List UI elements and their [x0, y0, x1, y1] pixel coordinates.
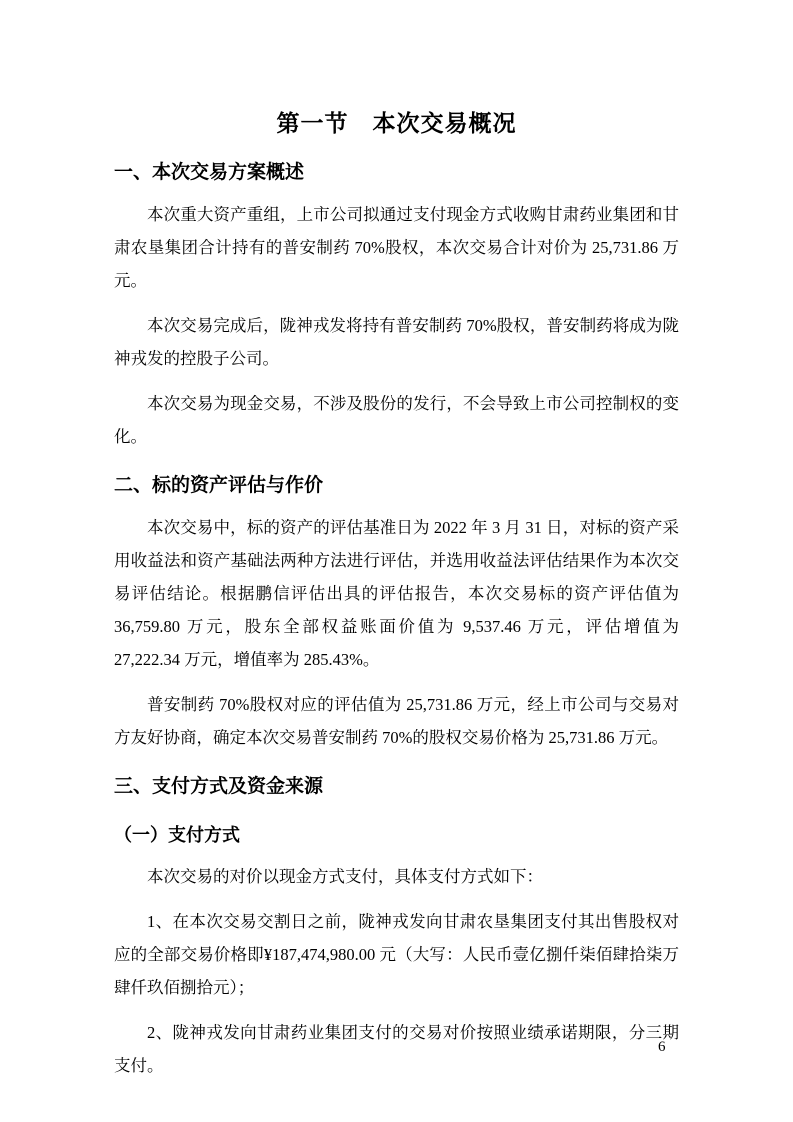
page-title: 第一节 本次交易概况 [276, 110, 517, 136]
paragraph: 普安制药 70%股权对应的评估值为 25,731.86 万元，经上市公司与交易对方友好协商，确定本次交易普安制药 70%的股权交易价格为 25,731.86 万元。 [114, 695, 679, 747]
section-heading-transaction-plan-overview: 一、本次交易方案概述 [114, 162, 305, 183]
section-heading-asset-valuation-and-pricing: 二、标的资产评估与作价 [114, 475, 324, 496]
paragraph: 本次重大资产重组，上市公司拟通过支付现金方式收购甘肃药业集团和甘肃农垦集团合计持有的普安制药 70%股权，本次交易合计对价为 25,731.86 万元。 [114, 205, 679, 290]
subsection-heading-payment-method: （一）支付方式 [114, 825, 240, 845]
paragraph: 1、在本次交易交割日之前，陇神戎发向甘肃农垦集团支付其出售股权对应的全部交易价格即¥187,474,980.00 元（大写：人民币壹亿捌仟柒佰肆拾柒万肆仟玖佰捌拾元）； [114, 912, 679, 997]
paragraph: 本次交易中，标的资产的评估基准日为 2022 年 3 月 31 日，对标的资产采用收益法和资产基础法两种方法进行评估，并选用收益法评估结果作为本次交易评估结论。根据鹏信评估出具的评估报告，本次交易标的资产评估值为 36,759.80 万元，股东全部权益账面价值为 9,537.46 万元，评估增值为 27,222.34 万元，增值率为 285.43%。 [114, 518, 679, 669]
paragraph: 本次交易的对价以现金方式支付，具体支付方式如下： [147, 867, 543, 886]
section-heading-payment-method-and-funding-source: 三、支付方式及资金来源 [114, 776, 324, 797]
paragraph: 本次交易为现金交易，不涉及股份的发行，不会导致上市公司控制权的变化。 [114, 394, 679, 446]
page-number: 6 [658, 1039, 666, 1055]
paragraph: 本次交易完成后，陇神戎发将持有普安制药 70%股权，普安制药将成为陇神戎发的控股子公司。 [114, 316, 679, 368]
paragraph: 2、陇神戎发向甘肃药业集团支付的交易对价按照业绩承诺期限，分三期支付。 [114, 1023, 679, 1075]
